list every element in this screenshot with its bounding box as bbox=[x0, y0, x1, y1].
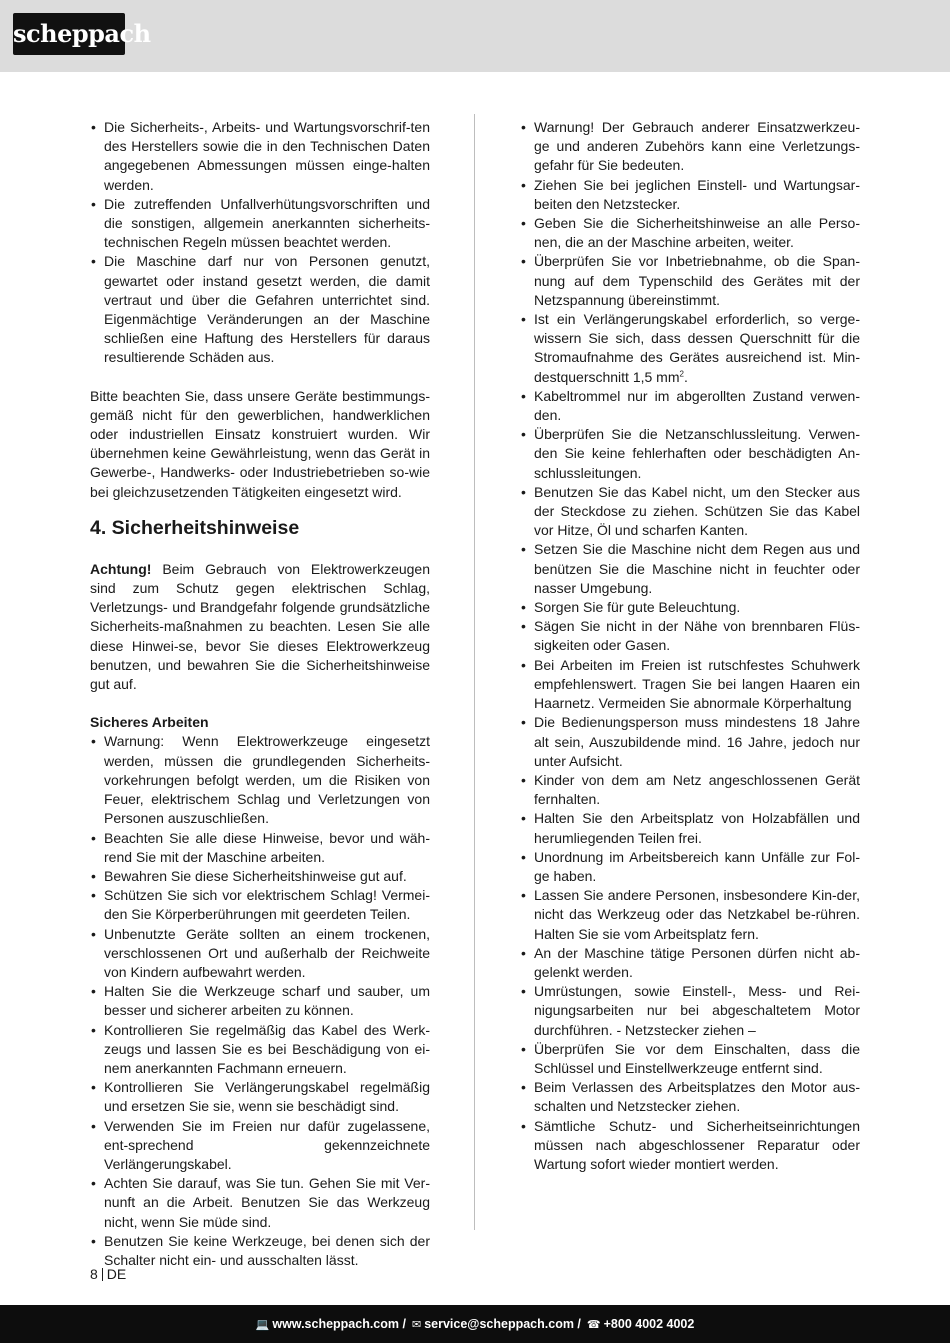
website-link[interactable]: www.scheppach.com / bbox=[272, 1317, 406, 1331]
scheppach-logo: scheppach bbox=[13, 13, 125, 55]
cable-end: . bbox=[683, 368, 688, 385]
list-item: • Lassen Sie andere Personen, insbesondere Kin-der, nicht das Werkzeug oder das Netzkabel be-rühren. Halten Sie sie vom Arbeitsplatz fern. bbox=[520, 886, 860, 944]
section-title: 4. Sicherheitshinweise bbox=[90, 516, 300, 539]
list-item: • Ziehen Sie bei jeglichen Einstell- und Wartungsar-beiten den Netzstecker. bbox=[520, 176, 860, 214]
list-item: • Beachten Sie alle diese Hinweise, bevor und wäh-rend Sie mit der Maschine arbeiten. bbox=[90, 829, 430, 867]
list-item: • An der Maschine tätige Personen dürfen nicht ab-gelenkt werden. bbox=[520, 944, 860, 982]
list-item: • Verwenden Sie im Freien nur dafür zugelassene, ent-sprechend gekennzeichnete Verlängerungskabel. bbox=[90, 1117, 430, 1175]
list-item: • Sämtliche Schutz- und Sicherheitseinrichtungen müssen nach abgeschlossener Reparatur oder Wartung sofort wieder montiert werden. bbox=[520, 1117, 860, 1175]
safe-work-bullet-list bbox=[90, 732, 430, 1270]
list-item: • Sorgen Sie für gute Beleuchtung. bbox=[520, 598, 860, 617]
list-item: • Sägen Sie nicht in der Nähe von brennbaren Flüs-sigkeiten oder Gasen. bbox=[520, 617, 860, 655]
page-separator bbox=[102, 1268, 103, 1281]
warning-label: Achtung! bbox=[90, 560, 152, 577]
email-link[interactable]: service@scheppach.com / bbox=[424, 1317, 581, 1331]
list-item: • Kontrollieren Sie regelmäßig das Kabel des Werk-zeugs und lassen Sie es bei Beschädigung von ei-nem anerkannten Fachmann erneuern. bbox=[90, 1021, 430, 1079]
list-item: • Die Bedienungsperson muss mindestens 18 Jahre alt sein, Auszubildende mind. 16 Jahre, jedoch nur unter Aufsicht. bbox=[520, 713, 860, 771]
list-item: • Geben Sie die Sicherheitshinweise an alle Perso-nen, die an der Maschine arbeiten, weiter. bbox=[520, 214, 860, 252]
column-divider bbox=[474, 114, 475, 1230]
page-language: DE bbox=[106, 1266, 127, 1282]
list-item: • Bei Arbeiten im Freien ist rutschfestes Schuhwerk empfehlenswert. Tragen Sie bei langen Haaren ein Haarnetz. Vermeiden Sie abnormale Körperhaltung bbox=[520, 656, 860, 714]
subheading: Sicheres Arbeiten bbox=[90, 714, 209, 731]
intro-bullet-list bbox=[90, 118, 430, 368]
list-item: • Umrüstungen, sowie Einstell-, Mess- und Rei-nigungsarbeiten nur bei abgeschaltetem Motor durchführen. - Netzstecker ziehen – bbox=[520, 982, 860, 1040]
page-footer bbox=[0, 1305, 950, 1343]
list-item: • Überprüfen Sie vor Inbetriebnahme, ob die Span-nung auf dem Typenschild des Gerätes mit der Netzspannung übereinstimmt. bbox=[520, 252, 860, 310]
usage-notice-paragraph: Bitte beachten Sie, dass unsere Geräte bestimmungs-gemäß nicht für den gewerblichen, handwerklichen oder industriellen Einsatz konstruiert wurden. Wir übernehmen keine Gewährleistung, wenn das Gerät in Gewerbe-, Handwerks- oder Industriebetrieben so-wie bei gleichzusetzenden Tätigkeiten eingesetzt wird. bbox=[90, 387, 430, 500]
list-item: • Benutzen Sie das Kabel nicht, um den Stecker aus der Steckdose zu ziehen. Schützen Sie das Kabel vor Hitze, Öl und scharfen Kanten. bbox=[520, 483, 860, 541]
cable-text: Ist ein Verlängerungskabel erforderlich, so verge-wissern Sie sich, dass dessen Querschnitt für die Stromaufnahme des Gerätes ausreichend ist. Min-destquerschnitt 1,5 mm bbox=[534, 311, 860, 385]
list-item bbox=[520, 310, 860, 387]
list-item: • Setzen Sie die Maschine nicht dem Regen aus und benützen Sie die Maschine nicht in feuchter oder nasser Umgebung. bbox=[520, 540, 860, 598]
list-item: • Benutzen Sie keine Werkzeuge, bei denen sich der Schalter nicht ein- und ausschalten lässt. bbox=[90, 1232, 430, 1270]
list-item: • Schützen Sie sich vor elektrischem Schlag! Vermei-den Sie Körperberührungen mit geerdeten Teilen. bbox=[90, 886, 430, 924]
left-column bbox=[90, 118, 430, 1270]
list-item: • Achten Sie darauf, was Sie tun. Gehen Sie mit Ver-nunft an die Arbeit. Benutzen Sie das Werkzeug nicht, wenn Sie müde sind. bbox=[90, 1174, 430, 1232]
list-item: • Halten Sie den Arbeitsplatz von Holzabfällen und herumliegenden Teilen frei. bbox=[520, 809, 860, 847]
list-item: • Unordnung im Arbeitsbereich kann Unfälle zur Fol-ge haben. bbox=[520, 848, 860, 886]
right-column bbox=[520, 118, 860, 1174]
list-item: • Warnung! Der Gebrauch anderer Einsatzwerkzeu-ge und anderen Zubehörs kann eine Verletzungs-gefahr für Sie bedeuten. bbox=[520, 118, 860, 176]
safety-bullet-list bbox=[520, 118, 860, 1174]
warning-paragraph bbox=[90, 560, 430, 694]
mail-icon: ✉ bbox=[411, 1319, 422, 1331]
page-header bbox=[0, 0, 950, 72]
list-item: • Überprüfen Sie vor dem Einschalten, dass die Schlüssel und Einstellwerkzeuge entfernt sind. bbox=[520, 1040, 860, 1078]
list-item: • Kabeltrommel nur im abgerollten Zustand verwen-den. bbox=[520, 387, 860, 425]
computer-icon: 💻 bbox=[255, 1319, 270, 1331]
list-item: • Kontrollieren Sie Verlängerungskabel regelmäßig und ersetzen Sie sie, wenn sie beschädigt sind. bbox=[90, 1078, 430, 1116]
list-item: • Bewahren Sie diese Sicherheitshinweise gut auf. bbox=[90, 867, 430, 886]
warning-text: Beim Gebrauch von Elektrowerkzeugen sind zum Schutz gegen elektrischen Schlag, Verletzungs- und Brandgefahr folgende grundsätzliche Sicherheits-maßnahmen zu beachten. Lesen Sie alle diese Hinwei-se, bevor Sie dieses Elektrowerkzeug benutzen, und bewahren Sie die Sicherheitshinweise gut auf. bbox=[90, 560, 430, 693]
superscript: 2 bbox=[679, 368, 684, 378]
phone-number[interactable]: +800 4002 4002 bbox=[603, 1317, 695, 1331]
list-item: • Die zutreffenden Unfallverhütungsvorschriften und die sonstigen, allgemein anerkannten sicherheits-technischen Regeln müssen beachtet werden. bbox=[90, 195, 430, 253]
list-item: • Überprüfen Sie die Netzanschlussleitung. Verwen-den Sie keine fehlerhaften oder beschädigten An-schlussleitungen. bbox=[520, 425, 860, 483]
list-item: • Warnung: Wenn Elektrowerkzeuge eingesetzt werden, müssen die grundlegenden Sicherheits-vorkehrungen befolgt werden, um die Risiken von Feuer, elektrischem Schlag und Verletzungen von Personen auszuschließen. bbox=[90, 732, 430, 828]
list-item: • Kinder von dem am Netz angeschlossenen Gerät fernhalten. bbox=[520, 771, 860, 809]
page-number-value: 8 bbox=[90, 1266, 98, 1282]
list-item: • Beim Verlassen des Arbeitsplatzes den Motor aus-schalten und Netzstecker ziehen. bbox=[520, 1078, 860, 1116]
list-item: • Unbenutzte Geräte sollten an einem trockenen, verschlossenen Ort und außerhalb der Reichweite von Kindern aufbewahrt werden. bbox=[90, 925, 430, 983]
list-item: • Halten Sie die Werkzeuge scharf und sauber, um besser und sicherer arbeiten zu können. bbox=[90, 982, 430, 1020]
phone-icon: ☎ bbox=[586, 1319, 601, 1331]
list-item: • Die Maschine darf nur von Personen genutzt, gewartet oder instand gesetzt werden, die damit vertraut und über die Gefahren unterrichtet sind. Eigenmächtige Veränderungen an der Maschine schließen eine Haftung des Herstellers für daraus resultierende Schäden aus. bbox=[90, 252, 430, 367]
page-number bbox=[90, 1265, 126, 1283]
list-item: • Die Sicherheits-, Arbeits- und Wartungsvorschrif-ten des Herstellers sowie die in den Technischen Daten angegebenen Abmessungen müssen einge-halten werden. bbox=[90, 118, 430, 195]
